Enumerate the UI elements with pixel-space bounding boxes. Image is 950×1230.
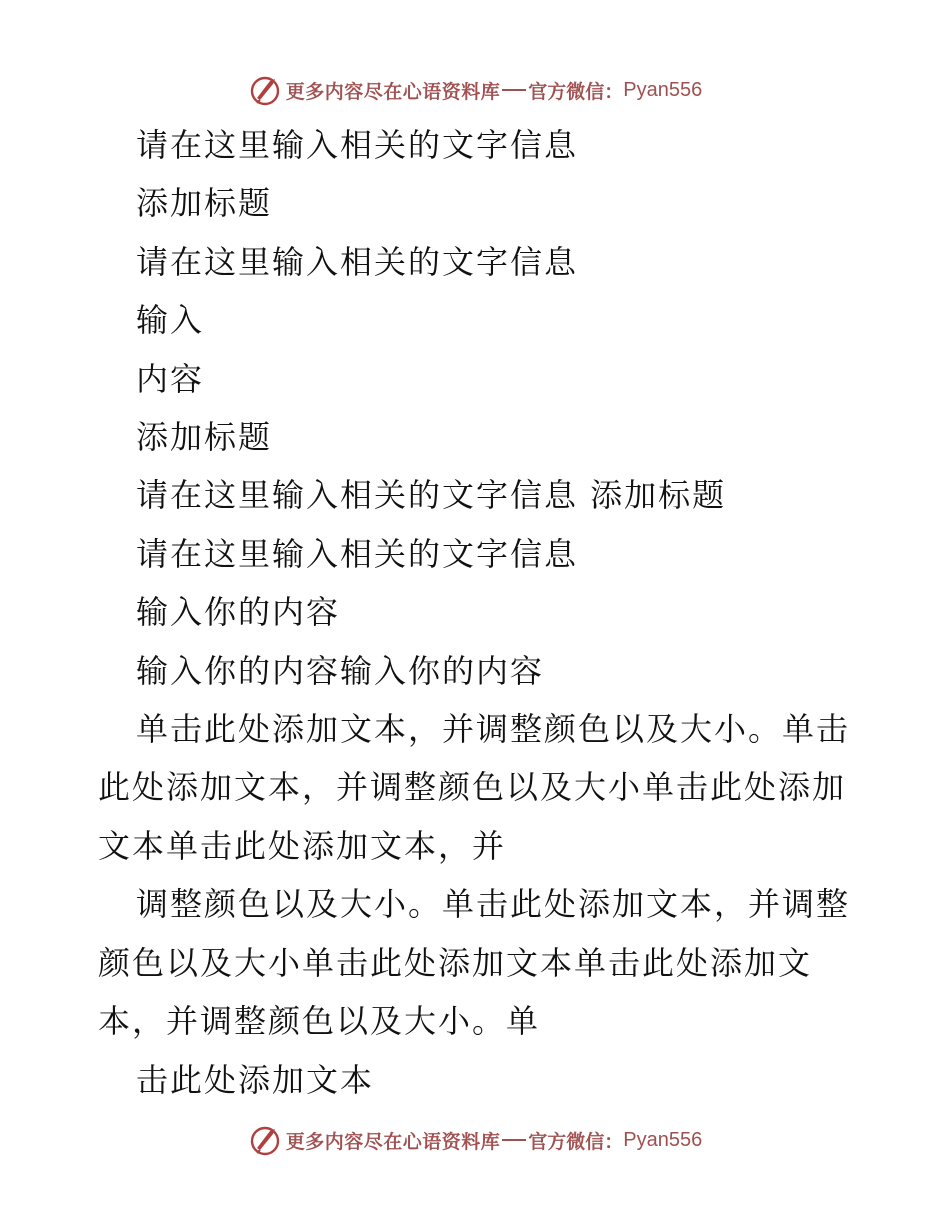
banner-dash: [502, 1139, 526, 1141]
banner-text: 更多内容尽在心语资料库: [285, 80, 501, 103]
banner-wechat-label: 官方微信：: [528, 1130, 624, 1153]
paragraph: 单击此处添加文本，并调整颜色以及大小。单击此处添加文本，并调整颜色以及大小单击此处添加文本单击此处添加文本，并: [98, 710, 851, 865]
paragraph: 请在这里输入相关的文字信息 添加标题: [136, 476, 727, 515]
banner-wechat-label: 官方微信：: [528, 80, 624, 103]
paragraph: 添加标题: [136, 418, 273, 457]
document-body: [98, 116, 858, 1109]
banner-wechat-id: Pyan556: [623, 78, 703, 101]
pen-logo-icon: [248, 1123, 282, 1157]
paragraph: 添加标题: [136, 184, 273, 223]
footer-banner: [0, 1120, 950, 1160]
paragraph: 输入你的内容输入你的内容: [136, 651, 545, 690]
pen-logo-icon: [248, 73, 282, 107]
paragraph: 请在这里输入相关的文字信息: [136, 126, 579, 164]
banner-text: 更多内容尽在心语资料库: [285, 1130, 501, 1153]
paragraph: 调整颜色以及大小。单击此处添加文本，并调整颜色以及大小单击此处添加文本单击此处添加文本，并调整颜色以及大小。单: [98, 885, 851, 1041]
banner-wechat-id: Pyan556: [623, 1128, 703, 1151]
paragraph: 输入: [136, 301, 205, 340]
paragraph: 输入你的内容: [136, 593, 341, 632]
paragraph: 请在这里输入相关的文字信息: [136, 242, 579, 281]
paragraph: 内容: [136, 359, 205, 398]
paragraph: 请在这里输入相关的文字信息: [136, 534, 579, 573]
header-banner: [0, 70, 950, 110]
paragraph: 击此处添加文本: [136, 1060, 375, 1099]
banner-dash: [502, 89, 526, 91]
